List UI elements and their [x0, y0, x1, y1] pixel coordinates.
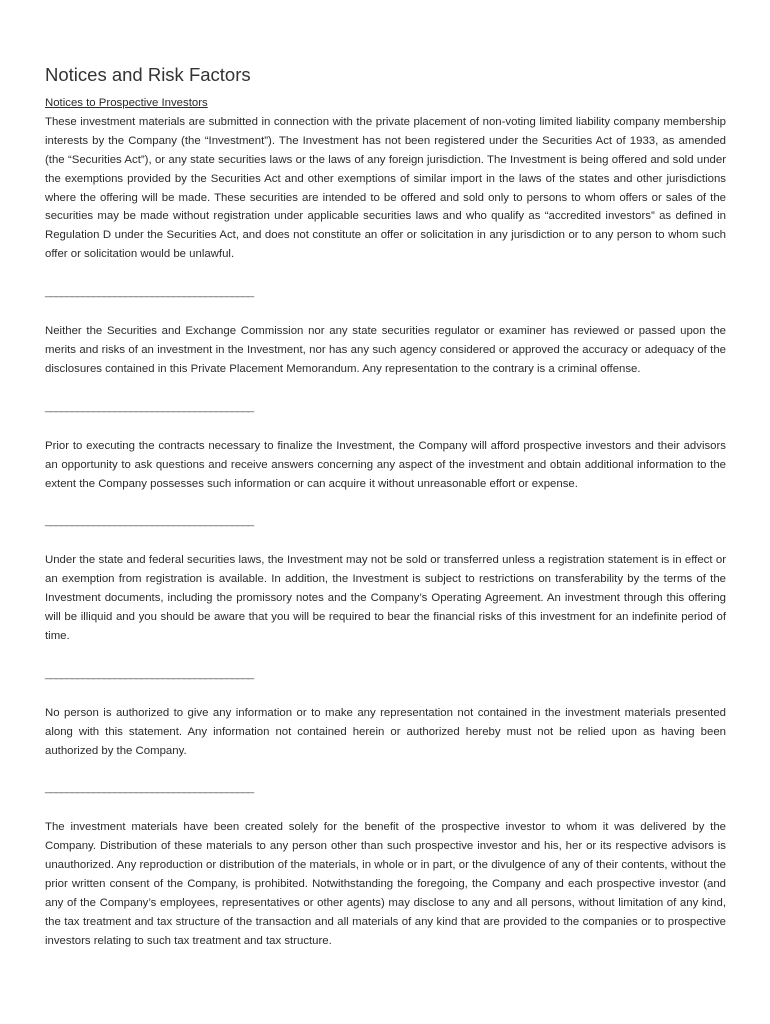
page-title: Notices and Risk Factors: [45, 64, 251, 85]
notice-paragraph-5: No person is authorized to give any information or to make any representation not contained in the investment materials presented along with this statement. Any information not contained herein or authorized hereby must not be relied upon as having been authorized by the Company.: [45, 706, 726, 757]
separator-line: _______________________________________: [45, 400, 254, 413]
section-subheading: Notices to Prospective Investors: [45, 97, 208, 109]
document-page: [45, 62, 726, 951]
notice-paragraph-1: These investment materials are submitted in connection with the private placement of non-voting limited liability company membership interests by the Company (the “Investment”). The Investment has not been registered under the Securities Act of 1933, as amended (the “Securities Act”), or any state securities laws or the laws of any foreign jurisdiction. The Investment is being offered and sold under the exemptions provided by the Securities Act and other exemptions of similar import in the laws of the states and other jurisdictions where the offering will be made. These securities are intended to be offered and sold only to persons to whom offers or sales of the securities may be made without registration under applicable securities laws and who qualify as “accredited investors” as defined in Regulation D under the Securities Act, and does not constitute an offer or solicitation in any jurisdiction or to any person to whom such offer or solicitation would be unlawful.: [45, 115, 726, 261]
notice-paragraph-4: Under the state and federal securities laws, the Investment may not be sold or transferred unless a registration statement is in effect or an exemption from registration is available. In addition, the Investment is subject to restrictions on transferability by the terms of the Investment documents, including the promissory notes and the Company’s Operating Agreement. An investment through this offering will be illiquid and you should be aware that you will be required to bear the financial risks of this investment for an indefinite period of time.: [45, 554, 726, 642]
notice-paragraph-6: The investment materials have been created solely for the benefit of the prospective investor to whom it was delivered by the Company. Distribution of these materials to any person other than such prospective investor and his, her or its respective advisors is unauthorized. Any reproduction or distribution of the materials, in whole or in part, or the divulgence of any of their contents, without the prior written consent of the Company, is prohibited. Notwithstanding the foregoing, the Company and each prospective investor (and any of the Company’s employees, representatives or other agents) may disclose to any and all persons, without limitation of any kind, the tax treatment and tax structure of the transaction and all materials of any kind that are provided to the companies or to prospective investors relating to such tax treatment and tax structure.: [45, 821, 726, 947]
separator-line: _______________________________________: [45, 782, 254, 795]
separator-line: _______________________________________: [45, 286, 254, 299]
notice-paragraph-3: Prior to executing the contracts necessary to finalize the Investment, the Company will afford prospective investors and their advisors an opportunity to ask questions and receive answers concerning any aspect of the investment and obtain additional information to the extent the Company possesses such information or can acquire it without unreasonable effort or expense.: [45, 439, 726, 490]
notice-paragraph-2: Neither the Securities and Exchange Commission nor any state securities regulator or examiner has reviewed or passed upon the merits and risks of an investment in the Investment, nor has any such agency considered or approved the accuracy or adequacy of the disclosures contained in this Private Placement Memorandum. Any representation to the contrary is a criminal offense.: [45, 325, 726, 375]
separator-line: _______________________________________: [45, 515, 254, 528]
separator-line: _______________________________________: [45, 667, 254, 680]
